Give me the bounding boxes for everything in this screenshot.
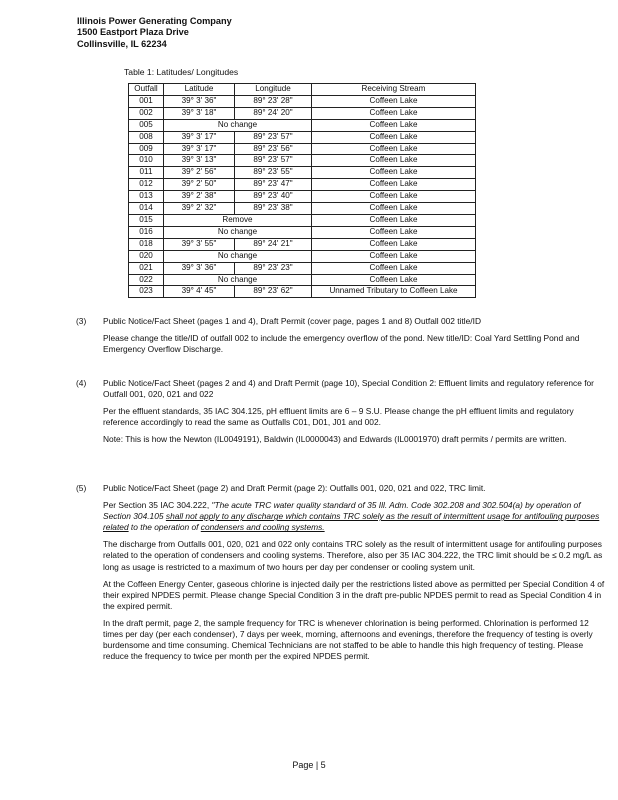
quote-text: "The acute TRC water quality standard of 35 Ill. Adm. Code 302.208 and 302.504(a) by operation of Section 304.105 [103, 500, 581, 522]
cell-receiving-stream: Coffeen Lake [312, 143, 476, 155]
cell-outfall: 013 [129, 191, 164, 203]
table-body [129, 95, 476, 297]
cell-receiving-stream: Coffeen Lake [312, 274, 476, 286]
cell-outfall: 022 [129, 274, 164, 286]
cell-latitude: 39° 2' 56" [164, 167, 235, 179]
cell-receiving-stream: Coffeen Lake [312, 131, 476, 143]
section-number: (5) [76, 483, 87, 493]
cell-outfall: 015 [129, 214, 164, 226]
quote-intro: Per Section 35 IAC 304.222, [103, 500, 212, 511]
cell-receiving-stream: Coffeen Lake [312, 179, 476, 191]
paragraph: Note: This is how the Newton (IL0049191), Baldwin (IL0000043) and Edwards (IL0001970) draft permits / permits are written. [103, 434, 567, 445]
cell-longitude: 89° 23' 55" [235, 167, 312, 179]
cell-receiving-stream: Coffeen Lake [312, 119, 476, 131]
quote-text: to the operation of [128, 522, 201, 533]
cell-status: No change [164, 119, 312, 131]
cell-longitude: 89° 23' 38" [235, 203, 312, 215]
table-row [129, 226, 476, 238]
table-row [129, 143, 476, 155]
table-row [129, 119, 476, 131]
cell-latitude: 39° 4' 45" [164, 286, 235, 298]
cell-status: No change [164, 274, 312, 286]
letterhead [77, 16, 232, 50]
cell-longitude: 89° 23' 62" [235, 286, 312, 298]
cell-longitude: 89° 23' 28" [235, 95, 312, 107]
table-row [129, 238, 476, 250]
cell-receiving-stream: Unnamed Tributary to Coffeen Lake [312, 286, 476, 298]
table-row [129, 214, 476, 226]
cell-longitude: 89° 24' 21" [235, 238, 312, 250]
cell-receiving-stream: Coffeen Lake [312, 191, 476, 203]
section-number: (4) [76, 378, 87, 388]
cell-receiving-stream: Coffeen Lake [312, 226, 476, 238]
column-header-receiving-stream: Receiving Stream [312, 84, 476, 96]
cell-outfall: 010 [129, 155, 164, 167]
cell-outfall: 012 [129, 179, 164, 191]
page-number: Page | 5 [292, 760, 326, 770]
company-name: Illinois Power Generating Company [77, 16, 232, 26]
table-row [129, 191, 476, 203]
cell-outfall: 002 [129, 107, 164, 119]
column-header-longitude: Longitude [235, 84, 312, 96]
cell-receiving-stream: Coffeen Lake [312, 107, 476, 119]
cell-latitude: 39° 2' 50" [164, 179, 235, 191]
cell-longitude: 89° 23' 23" [235, 262, 312, 274]
cell-latitude: 39° 3' 36" [164, 95, 235, 107]
column-header-latitude: Latitude [164, 84, 235, 96]
quote-underlined: shall not apply to any discharge which contains TRC solely as the result of intermittent usage for antifouling purposes related [103, 511, 600, 533]
table-row [129, 131, 476, 143]
table-row [129, 155, 476, 167]
cell-outfall: 020 [129, 250, 164, 262]
cell-receiving-stream: Coffeen Lake [312, 155, 476, 167]
section-heading: Public Notice/Fact Sheet (pages 2 and 4) and Draft Permit (page 10), Special Condition 2: Effluent limits and regulatory reference for Outfall 001, 020, 021 and 022 [103, 378, 594, 400]
paragraph: In the draft permit, page 2, the sample frequency for TRC is whenever chlorination is being performed. Chlorination is performed 12 times per day (per each condenser), 7 days per week, morning, afternoons and evenings, therefore the frequency of testing is overly burdensome and time consuming. Chemical Technicians are not staffed to be able to handle this high frequency of testing. Please reduce the frequency to twice per month per the expired NPDES permit. [103, 617, 593, 662]
cell-outfall: 008 [129, 131, 164, 143]
company-street: 1500 Eastport Plaza Drive [77, 27, 189, 38]
cell-longitude: 89° 23' 57" [235, 155, 312, 167]
cell-outfall: 009 [129, 143, 164, 155]
table-caption: Table 1: Latitudes/ Longitudes [124, 67, 239, 77]
cell-receiving-stream: Coffeen Lake [312, 203, 476, 215]
table-row [129, 274, 476, 286]
cell-latitude: 39° 3' 13" [164, 155, 235, 167]
cell-receiving-stream: Coffeen Lake [312, 238, 476, 250]
cell-receiving-stream: Coffeen Lake [312, 214, 476, 226]
cell-longitude: 89° 24' 20" [235, 107, 312, 119]
cell-outfall: 001 [129, 95, 164, 107]
section-number: (3) [76, 316, 87, 326]
company-city: Collinsville, IL 62234 [77, 38, 167, 49]
paragraph: Per the effluent standards, 35 IAC 304.125, pH effluent limits are 6 – 9 S.U. Please change the pH effluent limits and regulatory reference accordingly to read the same as Outfalls C01, D01, J01 and 002. [103, 406, 574, 428]
paragraph-regulation-quote [103, 500, 609, 533]
cell-latitude: 39° 2' 38" [164, 191, 235, 203]
section-heading: Public Notice/Fact Sheet (page 2) and Draft Permit (page 2): Outfalls 001, 020, 021 and 022, TRC limit. [103, 483, 486, 493]
table-row [129, 107, 476, 119]
table-row [129, 167, 476, 179]
cell-outfall: 014 [129, 203, 164, 215]
cell-outfall: 023 [129, 286, 164, 298]
cell-latitude: 39° 3' 18" [164, 107, 235, 119]
section-heading: Public Notice/Fact Sheet (pages 1 and 4), Draft Permit (cover page, pages 1 and 8) Outfall 002 title/ID [103, 316, 481, 326]
quote-underlined-end: condensers and cooling systems. [200, 522, 325, 533]
column-header-outfall: Outfall [129, 84, 164, 96]
cell-outfall: 005 [129, 119, 164, 131]
cell-receiving-stream: Coffeen Lake [312, 95, 476, 107]
table-row [129, 179, 476, 191]
table-row [129, 95, 476, 107]
cell-receiving-stream: Coffeen Lake [312, 167, 476, 179]
table-row [129, 286, 476, 298]
cell-outfall: 018 [129, 238, 164, 250]
cell-latitude: 39° 3' 17" [164, 131, 235, 143]
cell-outfall: 021 [129, 262, 164, 274]
cell-longitude: 89° 23' 57" [235, 131, 312, 143]
paragraph: Please change the title/ID of outfall 002 to include the emergency overflow of the pond. New title/ID: Coal Yard Settling Pond and Emergency Overflow Discharge. [103, 333, 580, 355]
cell-latitude: 39° 3' 17" [164, 143, 235, 155]
cell-longitude: 89° 23' 40" [235, 191, 312, 203]
table-row [129, 203, 476, 215]
cell-outfall: 016 [129, 226, 164, 238]
lat-long-table [128, 83, 476, 298]
cell-status: No change [164, 250, 312, 262]
table-row [129, 262, 476, 274]
cell-latitude: 39° 3' 55" [164, 238, 235, 250]
cell-status: Remove [164, 214, 312, 226]
cell-latitude: 39° 2' 32" [164, 203, 235, 215]
cell-receiving-stream: Coffeen Lake [312, 262, 476, 274]
cell-status: No change [164, 226, 312, 238]
cell-outfall: 011 [129, 167, 164, 179]
table-row [129, 250, 476, 262]
paragraph: The discharge from Outfalls 001, 020, 021 and 022 only contains TRC solely as the result of intermittent usage for antifouling purposes related to the operation of condensers and cooling systems. Therefore, also per 35 IAC 304.222, the TRC limit should be ≤ 0.2 mg/L as long as usage is restricted to a maximum of two hours per day per condenser or cooling system unit. [103, 539, 603, 572]
paragraph: At the Coffeen Energy Center, gaseous chlorine is injected daily per the restrictions listed above as permitted per Special Condition 4 of their expired NPDES permit. Please change Special Condition 3 in the draft pre-public NPDES permit to read as Special Condition 4 in the expired permit. [103, 578, 605, 611]
cell-longitude: 89° 23' 47" [235, 179, 312, 191]
cell-longitude: 89° 23' 56" [235, 143, 312, 155]
cell-latitude: 39° 3' 36" [164, 262, 235, 274]
cell-receiving-stream: Coffeen Lake [312, 250, 476, 262]
